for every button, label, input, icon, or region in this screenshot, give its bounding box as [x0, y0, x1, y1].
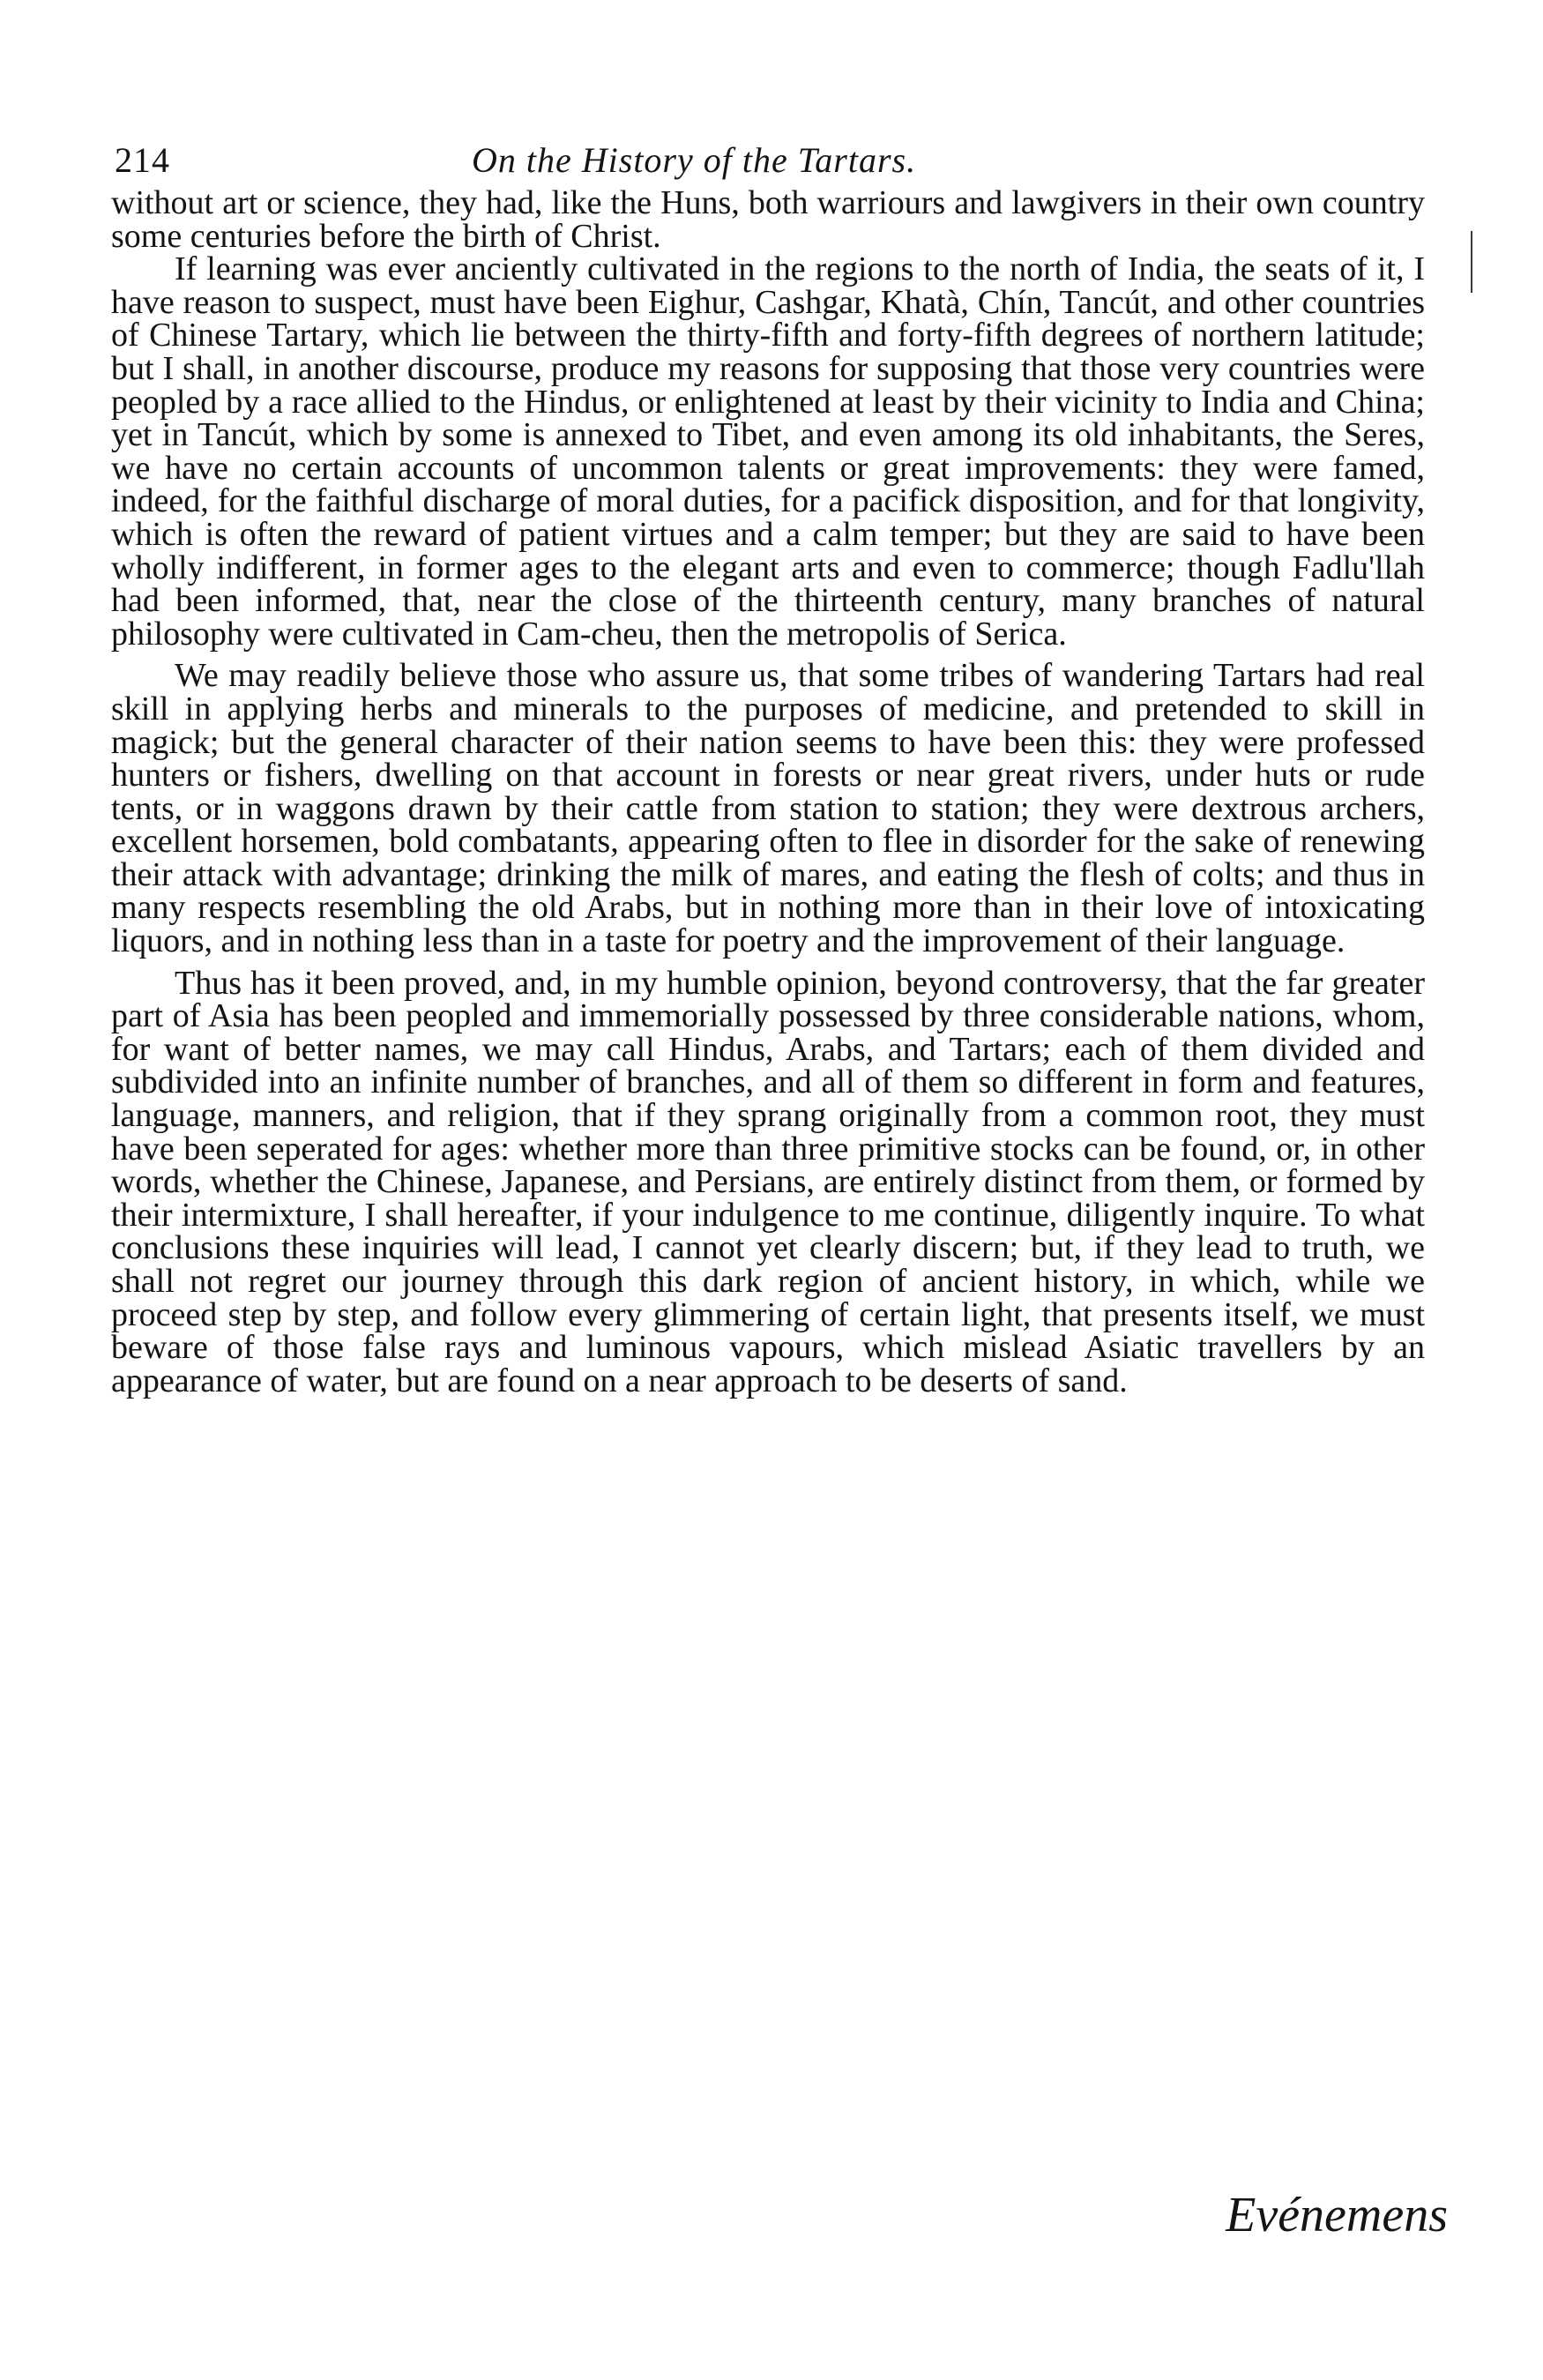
page-number: 214: [115, 140, 170, 180]
paragraph-conclusion: Thus has it been proved, and, in my humble opinion, beyond controversy, that the far greater part of Asia has been peopled and immemorially possessed by three considerable nations, whom, for want of better names, we may call Hindus, Arabs, and Tartars; each of them divided and subdivided into an infinite number of branches, and all of them so different in form and features, language, manners, and religion, that if they sprang originally from a common root, they must have been seperated for ages: whether more than three primitive stocks can be found, or, in other words, whether the Chinese, Japanese, and Persians, are entirely distinct from them, or formed by their intermixture, I shall hereafter, if your indulgence to me continue, diligently inquire. To what conclusions these inquiries will lead, I cannot yet clearly discern; but, if they lead to truth, we shall not regret our journey through this dark region of ancient history, in which, while we proceed step by step, and follow every glimmering of certain light, that presents itself, we must beware of those false rays and luminous vapours, which mislead Asiatic travellers by an appearance of water, but are found on a near approach to be deserts of sand.: [111, 964, 1425, 1399]
paragraph-tartar-character: We may readily believe those who assure us, that some tribes of wandering Tartars had real skill in applying herbs and minerals to the purposes of medicine, and pretended to skill in magick; but the general character of their nation seems to have been this: they were professed hunters or fishers, dwelling on that account in forests or near great rivers, under huts or rude tents, or in waggons drawn by their cattle from station to station; they were dextrous archers, excellent horsemen, bold combatants, appearing often to flee in disorder for the sake of renewing their attack with advantage; drinking the milk of mares, and eating the flesh of colts; and thus in many respects resembling the old Arabs, but in nothing more than in their love of intoxicating liquors, and in nothing less than in a taste for poetry and the improvement of their language.: [111, 657, 1425, 960]
margin-rule: [1471, 231, 1472, 293]
paragraph-learning: If learning was ever anciently cultivated in the regions to the north of India, the seats of it, I have reason to suspect, must have been Eighur, Cashgar, Khatà, Chín, Tancút, and other countries of Chinese Tartary, which lie between the thirty-fifth and forty-fifth degrees of northern latitude; but I shall, in another discourse, produce my reasons for supposing that those very countries were peopled by a race allied to the Hindus, or enlightened at least by their vicinity to India and China; yet in Tancút, which by some is annexed to Tibet, and even among its old inhabitants, the Seres, we have no certain accounts of uncommon talents or great improvements: they were famed, indeed, for the faithful discharge of moral duties, for a pacifick disposition, and for that longivity, which is often the reward of patient virtues and a calm temper; but they are said to have been wholly indifferent, in former ages to the elegant arts and even to commerce; though Fadlu'llah had been informed, that, near the close of the thirteenth century, many branches of natural philosophy were cultivated in Cam-cheu, then the metropolis of Serica.: [111, 250, 1425, 653]
paragraph-continued: without art or science, they had, like the Huns, both warriours and lawgivers in their own country some centuries before the birth of Christ.: [111, 184, 1425, 255]
body-text: [111, 184, 1425, 1399]
catchword: Evénemens: [1226, 2188, 1448, 2242]
running-title: On the History of the Tartars.: [472, 140, 917, 180]
